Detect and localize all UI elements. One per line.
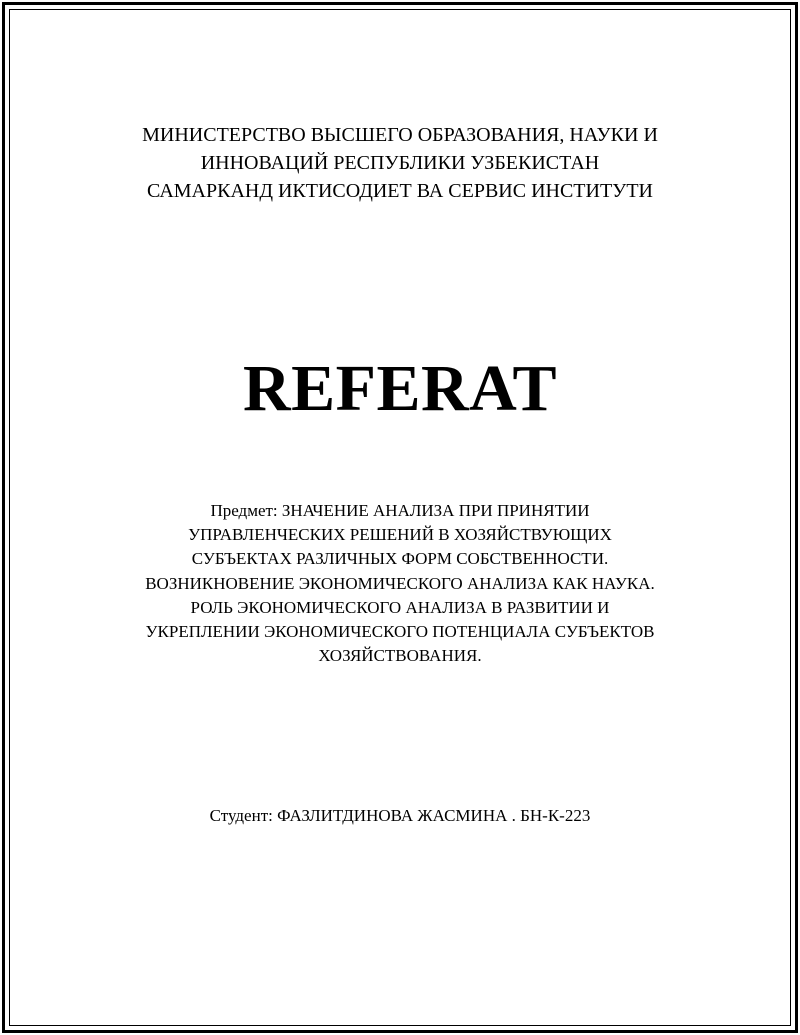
subject-line: СУБЪЕКТАХ РАЗЛИЧНЫХ ФОРМ СОБСТВЕННОСТИ. xyxy=(191,549,609,569)
subject-line: ХОЗЯЙСТВОВАНИЯ. xyxy=(318,646,482,666)
student-info: Студент: ФАЗЛИТДИНОВА ЖАСМИНА . БН-К-223 xyxy=(209,806,591,825)
header-line-ministry: МИНИСТЕРСТВО ВЫСШЕГО ОБРАЗОВАНИЯ, НАУКИ И xyxy=(142,124,658,146)
header-line-republic: ИННОВАЦИЙ РЕСПУБЛИКИ УЗБЕКИСТАН xyxy=(200,152,600,174)
document-title: REFERAT xyxy=(243,352,557,425)
subject-block xyxy=(0,499,800,668)
header-line-institute: САМАРКАНД ИКТИСОДИЕТ ВА СЕРВИС ИНСТИТУТИ xyxy=(146,180,653,202)
subject-line: РОЛЬ ЭКОНОМИЧЕСКОГО АНАЛИЗА В РАЗВИТИИ И xyxy=(190,597,610,617)
subject-line: ВОЗНИКНОВЕНИЕ ЭКОНОМИЧЕСКОГО АНАЛИЗА КАК НАУКА. xyxy=(145,573,655,593)
subject-line: Предмет: ЗНАЧЕНИЕ АНАЛИЗА ПРИ ПРИНЯТИИ xyxy=(210,501,590,520)
institution-header xyxy=(0,121,800,205)
subject-line: УПРАВЛЕНЧЕСКИХ РЕШЕНИЙ В ХОЗЯЙСТВУЮЩИХ xyxy=(188,525,612,545)
subject-line: УКРЕПЛЕНИИ ЭКОНОМИЧЕСКОГО ПОТЕНЦИАЛА СУБЪЕКТОВ xyxy=(145,622,655,642)
